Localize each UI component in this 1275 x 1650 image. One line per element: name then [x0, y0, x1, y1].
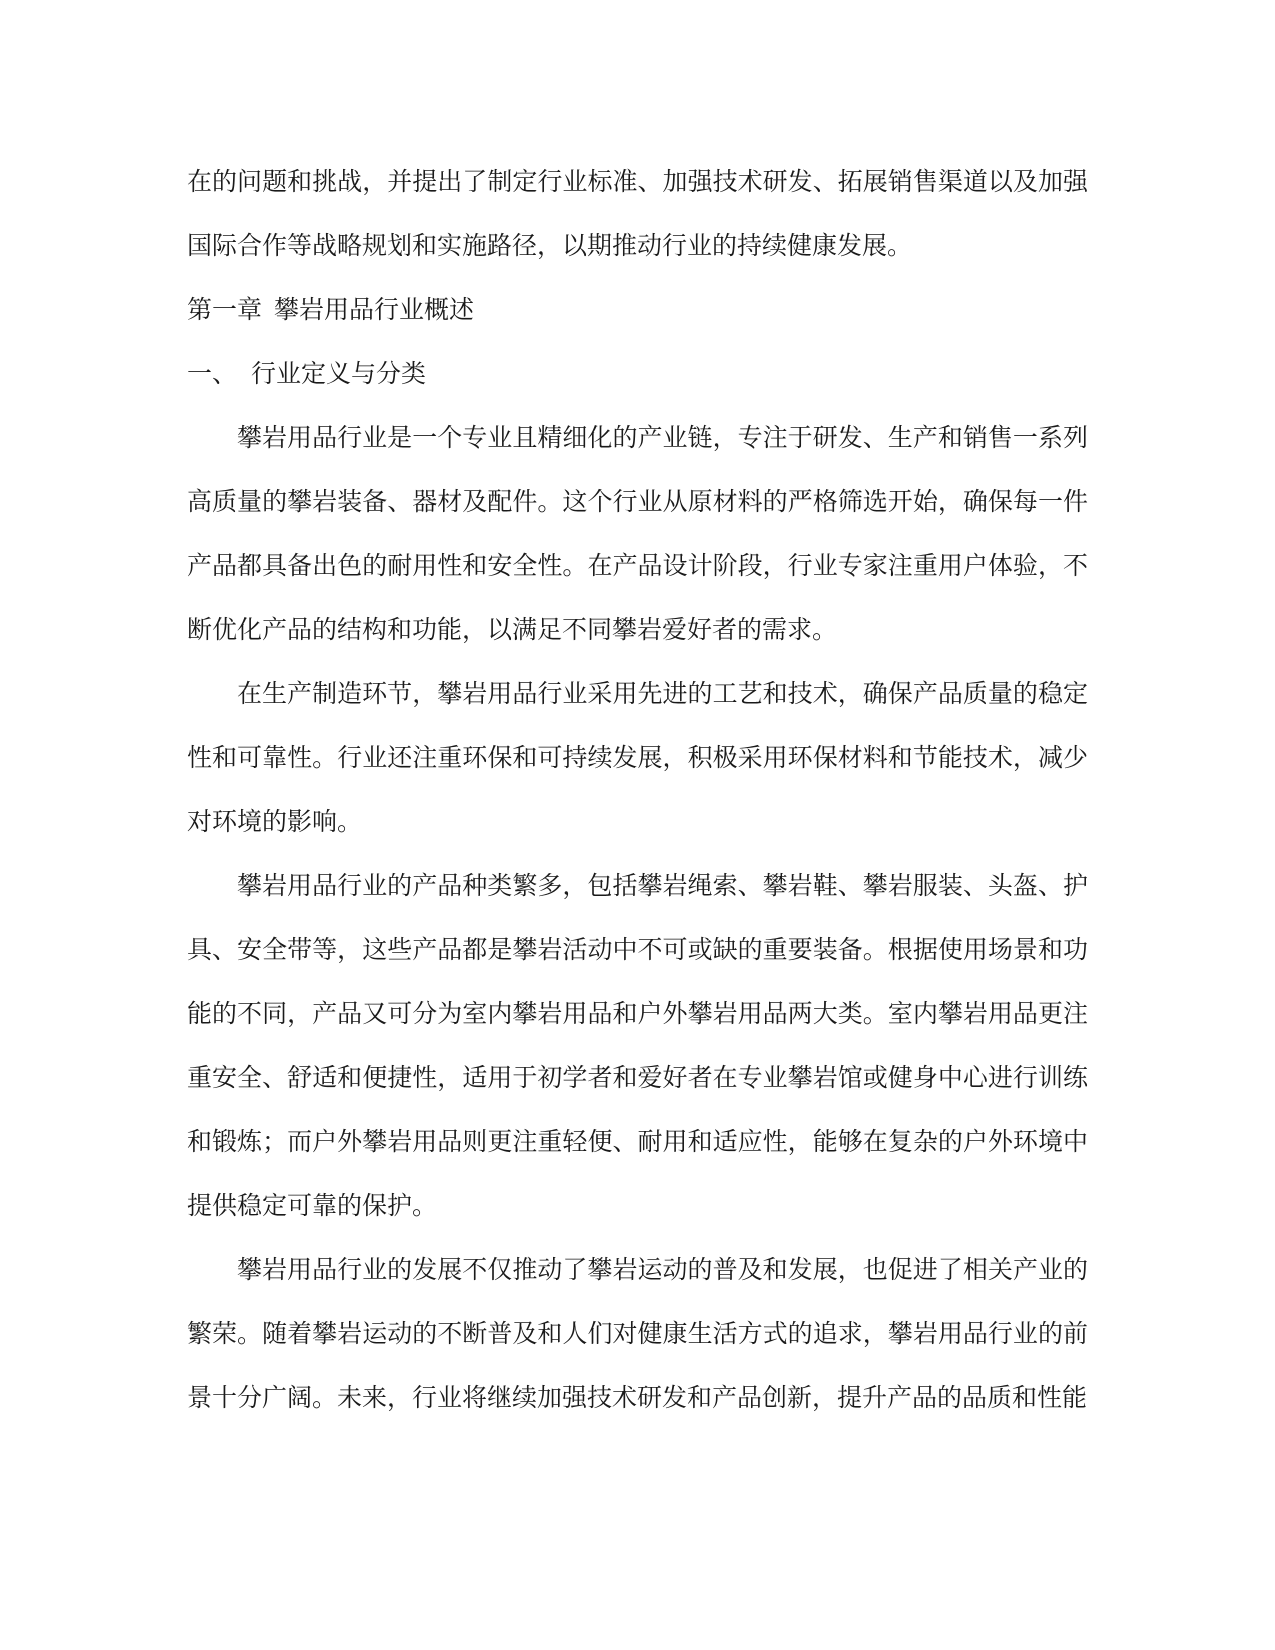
chapter-title: 攀岩用品行业概述	[274, 296, 475, 324]
continuation-paragraph: 在的问题和挑战，并提出了制定行业标准、加强技术研发、拓展销售渠道以及加强国际合作等战略规划和实施路径，以期推动行业的持续健康发展。	[187, 168, 1088, 260]
body-paragraph: 攀岩用品行业是一个专业且精细化的产业链，专注于研发、生产和销售一系列高质量的攀岩装备、器材及配件。这个行业从原材料的严格筛选开始，确保每一件产品都具备出色的耐用性和安全性。在产品设计阶段，行业专家注重用户体验，不断优化产品的结构和功能，以满足不同攀岩爱好者的需求。	[187, 424, 1088, 644]
body-paragraph: 在生产制造环节，攀岩用品行业采用先进的工艺和技术，确保产品质量的稳定性和可靠性。行业还注重环保和可持续发展，积极采用环保材料和节能技术，减少对环境的影响。	[187, 680, 1088, 836]
section-title: 行业定义与分类	[251, 360, 427, 388]
body-paragraph: 攀岩用品行业的发展不仅推动了攀岩运动的普及和发展，也促进了相关产业的繁荣。随着攀岩运动的不断普及和人们对健康生活方式的追求，攀岩用品行业的前景十分广阔。未来，行业将继续加强技术研发和产品创新，提升产品的品质和性能	[187, 1256, 1088, 1412]
chapter-heading	[187, 278, 1088, 342]
section-number: 一、	[187, 360, 238, 388]
section-heading	[187, 342, 1088, 406]
document-text-area	[187, 150, 1088, 1430]
body-paragraph: 攀岩用品行业的产品种类繁多，包括攀岩绳索、攀岩鞋、攀岩服装、头盔、护具、安全带等，这些产品都是攀岩活动中不可或缺的重要装备。根据使用场景和功能的不同，产品又可分为室内攀岩用品和户外攀岩用品两大类。室内攀岩用品更注重安全、舒适和便捷性，适用于初学者和爱好者在专业攀岩馆或健身中心进行训练和锻炼；而户外攀岩用品则更注重轻便、耐用和适应性，能够在复杂的户外环境中提供稳定可靠的保护。	[187, 872, 1088, 1220]
chapter-number: 第一章	[187, 296, 263, 324]
